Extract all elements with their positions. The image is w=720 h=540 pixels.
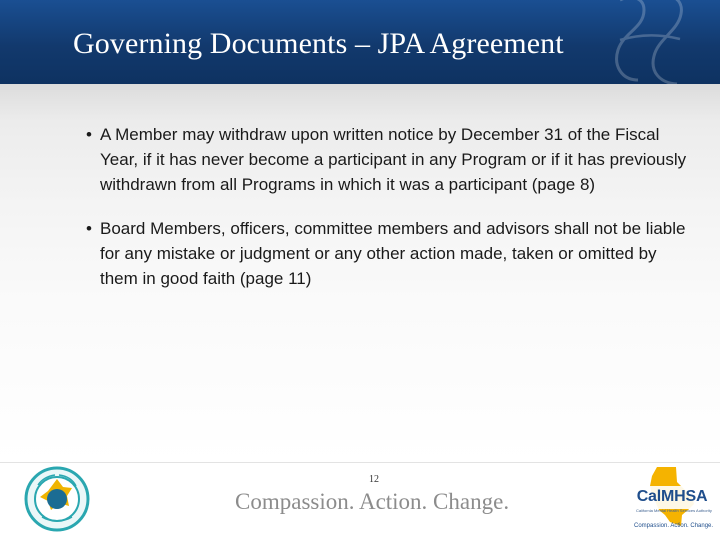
slide-title: Governing Documents – JPA Agreement: [73, 27, 564, 60]
slide-header: [0, 0, 720, 84]
calmhsa-logo-tagline: Compassion. Action. Change.: [634, 523, 714, 529]
mental-health-services-act-seal-icon: [24, 466, 90, 532]
bullet-item: [86, 216, 690, 291]
bullet-mark: •: [86, 125, 92, 144]
page-number: 12: [369, 474, 379, 485]
calmhsa-logo-text: CalMHSA: [636, 488, 708, 505]
bullet-mark: •: [86, 219, 92, 238]
footer-divider: [0, 462, 720, 463]
bullet-text: Board Members, officers, committee members and advisors shall not be liable for any mistake or judgment or any other action made, taken or omitted by them in good faith (page 11): [100, 219, 686, 288]
calmhsa-logo: [634, 464, 714, 534]
bullet-item: [86, 122, 690, 197]
calmhsa-logo-subtext: California Mental Health Services Authority: [636, 508, 712, 513]
bullet-text: A Member may withdraw upon written notice by December 31 of the Fiscal Year, if it has never become a participant in any Program or if it has previously withdrawn from all Programs in which it was a participant (page 8): [100, 125, 687, 194]
header-watermark-icon: [582, 0, 702, 84]
footer-tagline: Compassion. Action. Change.: [235, 489, 510, 514]
bullet-list: [86, 122, 690, 310]
